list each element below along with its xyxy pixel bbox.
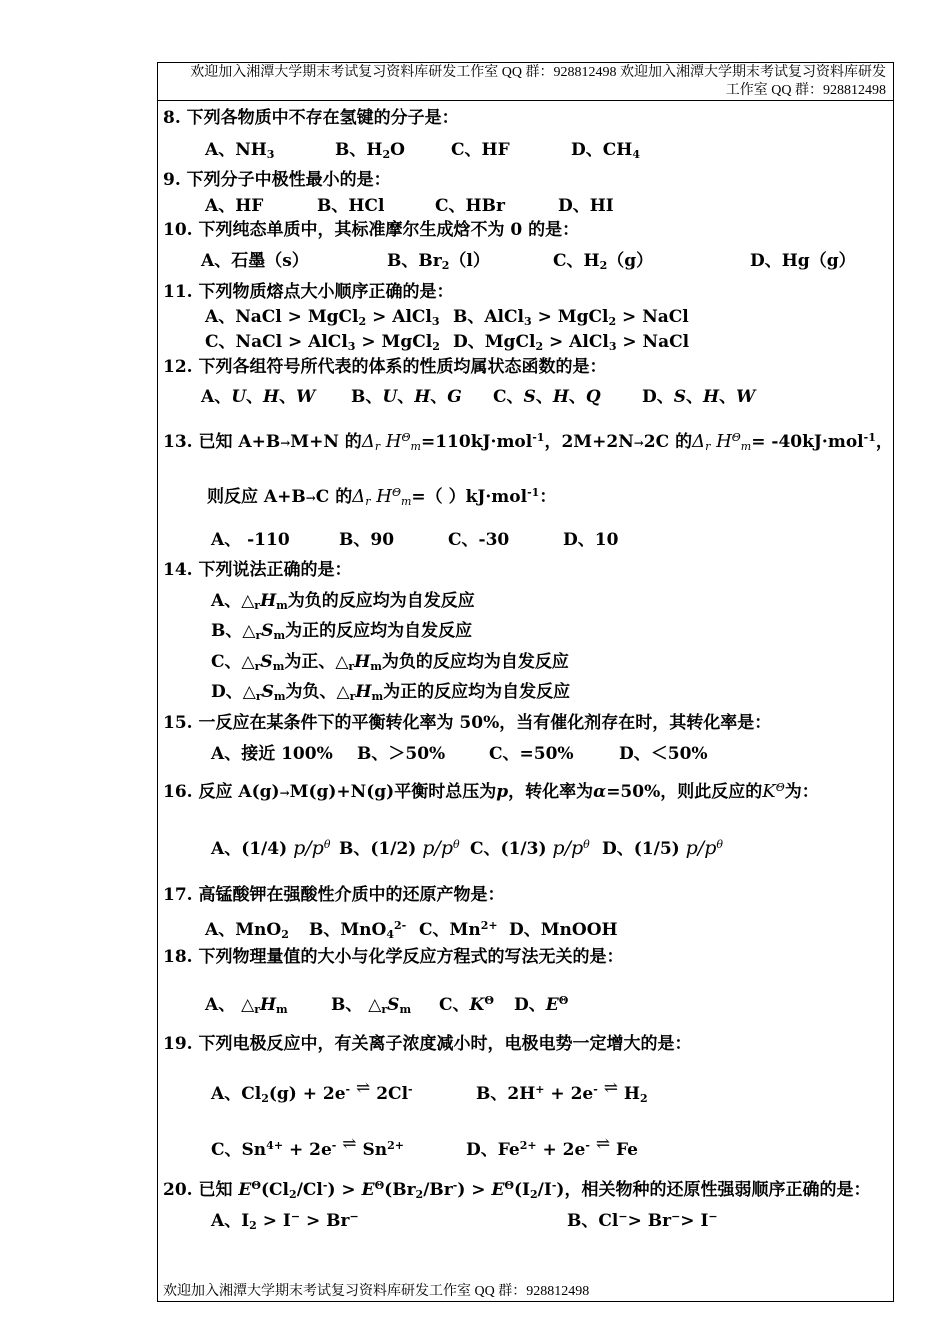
q20-options (211, 1206, 718, 1237)
q9-options (205, 195, 614, 217)
q13-option-d: D、10 (563, 530, 619, 550)
q13-option-a: A、 -110 (211, 530, 290, 550)
q10-option-c: C、H (553, 251, 600, 271)
q13-line-2: 则反应 A+B→C 的$\Delta_r$ $H^\Theta_m=$（ ）kJ·mol$^{-1}$： (207, 486, 557, 508)
q8-stem: 8. 下列各物质中不存在氢键的分子是： (163, 108, 459, 128)
q17-option-c: C、$Mn^{2+}$ (419, 919, 498, 940)
q15-options (211, 743, 708, 765)
q15-option-c: C、=50% (489, 744, 574, 764)
q15-option-b: B、＞50% (357, 744, 446, 764)
q11-options-cd (205, 331, 689, 358)
q12-options (201, 386, 755, 408)
q12-option-c: C、S、H、Q (493, 387, 601, 407)
footer: 欢迎加入湘潭大学期末考试复习资料库研发工作室 QQ 群：928812498 (163, 1284, 590, 1299)
q9-option-d: D、HI (558, 196, 614, 216)
q18-option-a: A、 $\triangle_rH_m$ (205, 995, 288, 1016)
q17-option-a: A、MnO$_2$ (205, 920, 289, 941)
q12-option-b: B、U、H、G (351, 387, 462, 407)
q20-option-b: B、Cl−> Br−> I− (567, 1210, 718, 1231)
q19-option-a: A、$Cl_2(g) + 2e^-$ ⇌ 2Cl- (211, 1078, 413, 1105)
q8-option-a: A、NH (205, 140, 267, 160)
q18-option-b: B、 $\triangle_rS_m$ (331, 995, 412, 1016)
q19-option-d: D、$Fe^{2+} + 2e^-$ ⇌ Fe (466, 1134, 638, 1160)
q19-option-c: C、$Sn^{4+} + 2e^-$ ⇌ $Sn^{2+}$ (211, 1134, 404, 1160)
q12-option-d: D、S、H、W (642, 387, 756, 407)
header-line-2: 工作室 QQ 群：928812498 (725, 83, 886, 98)
q9-option-c: C、HBr (435, 196, 505, 216)
q16-option-b: B、(1/2) (339, 839, 417, 859)
q14-option-b: B、$\triangle_rS_m$为正的反应均为自发反应 (211, 621, 473, 642)
q13-options (211, 529, 618, 551)
delta-r-h-m-symbol: $\Delta_r$ $H^\Theta_m$ (361, 431, 421, 453)
header-rule (158, 100, 893, 101)
q19-options-cd (211, 1133, 638, 1161)
q15-option-a: A、接近 100% (211, 744, 333, 764)
q14-option-d: D、$\triangle_rS_m$为负、$\triangle_rH_m$为正的反应均为自发反应 (211, 682, 571, 703)
k-theta-symbol: $K^\Theta$ (762, 781, 785, 802)
q11-option-a: A、NaCl > MgCl$_2$ > AlCl$_3$ (205, 307, 440, 328)
q17-options (205, 915, 618, 946)
q14-stem: 14. 下列说法正确的是： (163, 560, 352, 580)
q12-stem: 12. 下列各组符号所代表的体系的性质均属状态函数的是： (163, 357, 607, 377)
q18-option-d: D、$E^\Theta$ (514, 994, 569, 1015)
q11-option-d: D、MgCl$_2$ > AlCl$_3$ > NaCl (453, 332, 690, 353)
q12-option-a: A、U、H、W (201, 387, 316, 407)
q13-option-c: C、-30 (448, 530, 510, 550)
q19-options-ab (211, 1077, 648, 1110)
q20-stem: 20. 已知 $E^\Theta(Cl_2/Cl^-) > E^\Theta(Br_2/Br^-) > E^\Theta(I_2/I^-)$，相关物种的还原性强弱顺序正确的是： (163, 1179, 871, 1201)
q17-stem: 17. 高锰酸钾在强酸性介质中的还原产物是： (163, 885, 505, 905)
q19-option-b: B、2H+ + 2e- ⇌ $H_2$ (476, 1078, 648, 1105)
q9-stem: 9. 下列分子中极性最小的是： (163, 170, 391, 190)
q10-options: A、石墨（s） B、$Br_2(l)$ C、$H_2(g)$ D、Hg（g） (201, 251, 856, 272)
q8-option-d: D、CH (571, 140, 633, 160)
q14-option-a: A、$\triangle_rH_m$为负的反应均为自发反应 (211, 591, 475, 612)
q9-option-a: A、HF (205, 196, 264, 216)
q14-option-c: C、$\triangle_rS_m$为正、$\triangle_rH_m$为负的反应均为自发反应 (211, 652, 569, 673)
q16-option-a: A、(1/4) (211, 839, 288, 859)
q20-option-a: A、$I_2 > I^- > Br^-$ (211, 1210, 359, 1232)
q18-stem: 18. 下列物理量值的大小与化学反应方程式的写法无关的是： (163, 947, 624, 967)
q10-stem: 10. 下列纯态单质中，其标准摩尔生成焓不为 0 的是： (163, 220, 580, 240)
q18-option-c: C、$K^\Theta$ (439, 994, 494, 1015)
q10-option-a: A、石墨（s） (201, 251, 309, 271)
q15-option-d: D、＜50% (619, 744, 708, 764)
q16-option-c: C、(1/3) (470, 839, 547, 859)
q17-option-b: B、MnO$_4^{2-}$ (309, 919, 407, 941)
q16-option-d: D、(1/5) (602, 839, 680, 859)
q16-options: A、(1/4) $p/p^\theta$ B、(1/2) $p/p^\theta$ C、(1/3) $p/p^\theta$ D、(1/5) $p/p^\theta$ (211, 837, 723, 859)
q17-option-d: D、MnOOH (509, 920, 618, 940)
q10-option-b: B、Br (387, 251, 442, 271)
q8-options: A、$NH_3$ B、$H_2O$ C、HF D、$CH_4$ (205, 140, 640, 161)
q10-option-d: D、Hg（g） (750, 251, 856, 271)
q16-stem: 16. 反应 A(g)→M(g)+N(g)平衡时总压为p，转化率为α=50%，则此反应的$K^\Theta$为： (163, 781, 819, 802)
q9-option-b: B、HCl (317, 196, 385, 216)
q19-stem: 19. 下列电极反应中，有关离子浓度减小时，电极电势一定增大的是： (163, 1034, 692, 1054)
q11-option-c: C、NaCl > AlCl$_3$ > MgCl$_2$ (205, 332, 440, 353)
q15-stem: 15. 一反应在某条件下的平衡转化率为 50%，当有催化剂存在时，其转化率是： (163, 713, 772, 733)
q11-stem: 11. 下列物质熔点大小顺序正确的是： (163, 282, 454, 302)
header-line-1: 欢迎加入湘潭大学期末考试复习资料库研发工作室 QQ 群：928812498 欢迎加入湘潭大学期末考试复习资料库研发 (190, 65, 886, 80)
q13-option-b: B、90 (339, 530, 395, 550)
q13-line-1: 13. 已知 A+B→M+N 的$\Delta_r$ $H^\Theta_m=110kJ\cdot mol^{-1}$，2M+2N→2C 的$\Delta_r$ $H^\Theta_m= -40kJ\cdot mol^{-1}$， (163, 431, 893, 453)
q11-options-ab (205, 306, 689, 333)
q8-option-b: B、H (335, 140, 383, 160)
q8-option-c: C、HF (451, 140, 510, 160)
q11-option-b: B、AlCl$_3$ > MgCl$_2$ > NaCl (453, 307, 689, 328)
q18-options (205, 990, 568, 1021)
